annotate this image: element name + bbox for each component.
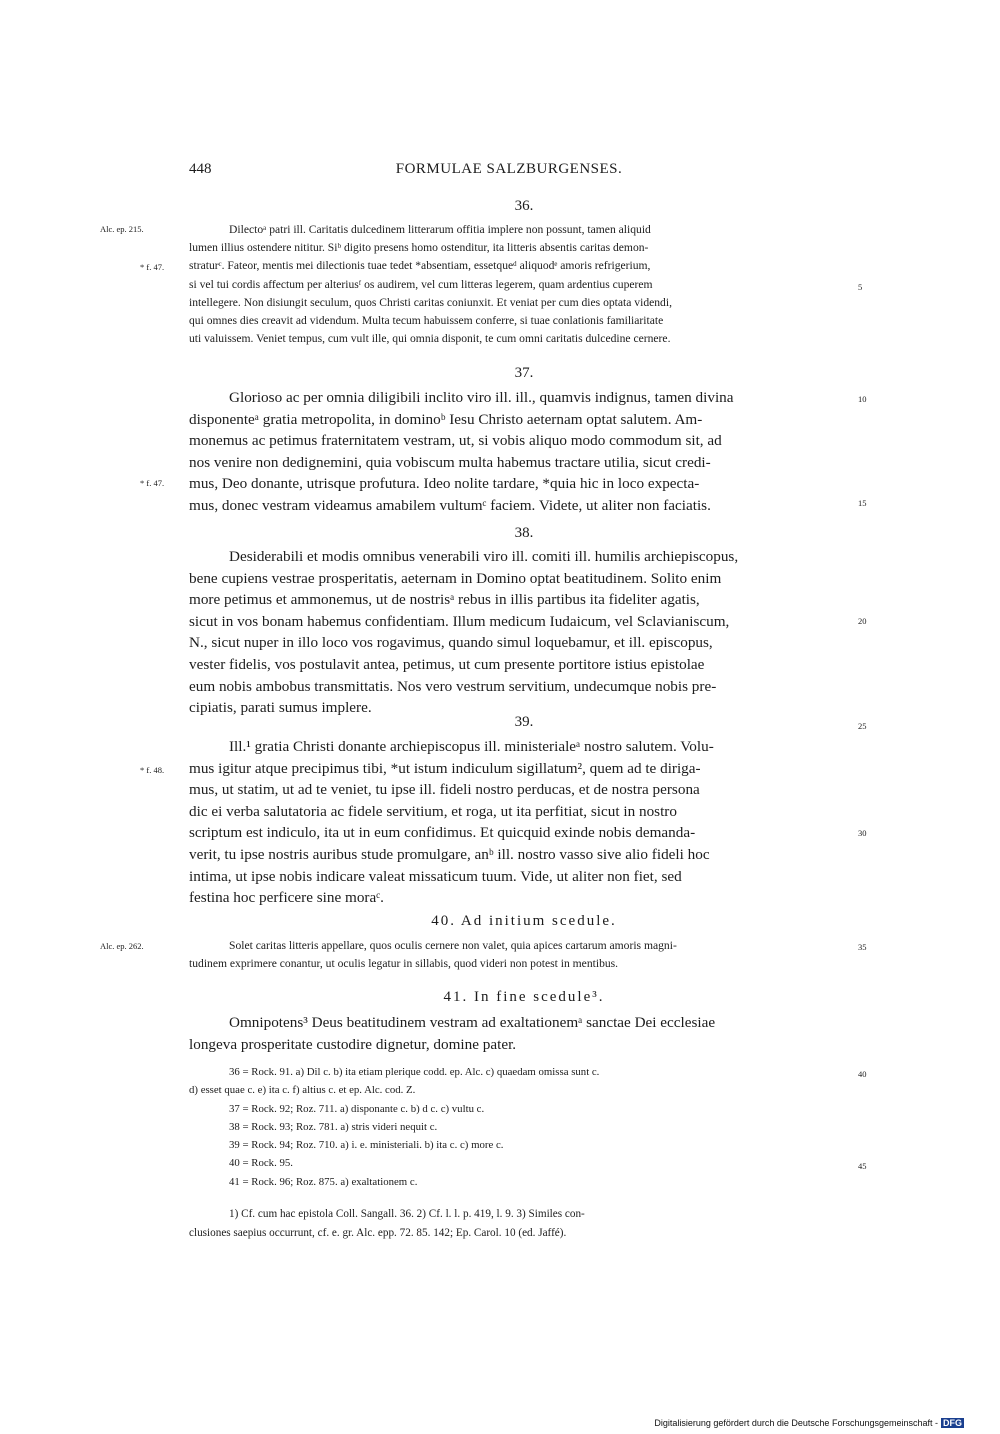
text-line: more petimus et ammonemus, ut de nostrisᵃ rebus in illis partibus ita fideliter agatis, [189, 591, 700, 609]
text-line: mus igitur atque precipimus tibi, *ut istum indiculum sigillatum², quem ad te diriga- [189, 759, 701, 777]
text-line: Desiderabili et modis omnibus venerabili viro ill. comiti ill. humilis archiepiscopus, [229, 548, 739, 565]
text-line: Omnipotens³ Deus beatitudinem vestram ad exaltationemᵃ sanctae Dei ecclesiae [229, 1014, 716, 1031]
text-line: nos venire non dedignemini, quia vobiscum multa habemus tractare utilia, sicut credi- [189, 453, 711, 471]
text-line: tudinem exprimere conantur, ut oculis legatur in sillabis, quod videri non potest in mentibus. [189, 957, 619, 971]
text-line: intima, ut ipse nobis indicare valeat missaticum tuum. Vide, ut aliter non fiet, sed [189, 867, 682, 885]
section-40-text [189, 937, 849, 973]
line-number: 25 [858, 721, 867, 731]
line-number: 20 [858, 616, 867, 626]
line-number: 30 [858, 828, 867, 838]
section-36-text [189, 221, 849, 348]
section-40-title: 40. Ad initium scedule. [431, 913, 617, 929]
footnote-line: 1) Cf. cum hac epistola Coll. Sangall. 36. 2) Cf. l. l. p. 419, l. 9. 3) Similes con- [229, 1208, 585, 1220]
running-title: FORMULAE SALZBURGENSES. [395, 161, 623, 177]
section-36-title: 36. [514, 198, 534, 214]
apparatus-line: 36 = Rock. 91. a) Dil c. b) ita etiam plerique codd. ep. Alc. c) quaedam omissa sunt c. [229, 1066, 600, 1078]
text-line: si vel tui cordis affectum per alteriusᶠ os audirem, vel cum litteras legerem, quam ardentius cuperem [189, 277, 653, 291]
dfg-logo: DFG [943, 1418, 962, 1428]
section-38-text [189, 546, 849, 719]
line-number: 5 [858, 282, 863, 292]
text-line: scriptum est indiculo, ita ut in eum confidimus. Et quicquid exinde nobis demanda- [189, 824, 696, 842]
footnotes [189, 1205, 849, 1243]
page-header [189, 161, 869, 183]
section-38-title: 38. [514, 525, 534, 541]
text-line: qui omnes dies creavit ad videndum. Multa tecum habuissem conferre, si tuae conlationis familiaritate [189, 314, 664, 328]
line-number: 40 [858, 1069, 867, 1079]
page-number: 448 [189, 161, 212, 177]
apparatus-line: d) esset quae c. e) ita c. f) altius c. et ep. Alc. cod. Z. [189, 1084, 416, 1097]
section-37-text [189, 387, 849, 517]
credit-text: Digitalisierung gefördert durch die Deutsche Forschungsgemeinschaft - [654, 1418, 938, 1428]
text-line: vester fidelis, vos postulavit antea, petimus, ut cum presente portitore istius epistolae [189, 655, 705, 673]
section-39-text [189, 736, 849, 909]
section-41-text [189, 1012, 849, 1055]
line-number: 45 [858, 1161, 867, 1171]
text-line: festina hoc perficere sine moraᶜ. [189, 889, 384, 907]
text-line: cipiatis, parati sumus implere. [189, 699, 372, 717]
footnote-line: clusiones saepius occurrunt, cf. e. gr. Alc. epp. 72. 85. 142; Ep. Carol. 10 (ed. Jaffé). [189, 1227, 567, 1239]
apparatus-line: 40 = Rock. 95. [229, 1157, 293, 1170]
text-line: longeva prosperitate custodire dignetur, domine pater. [189, 1035, 517, 1053]
apparatus-line: 37 = Rock. 92; Roz. 711. a) disponante c. b) d c. c) vultu c. [229, 1102, 485, 1115]
line-number: 10 [858, 394, 867, 404]
text-line: lumen illius ostendere nititur. Siᵇ digito presens homo ostenditur, ita litteris absentis caritas demon- [189, 241, 649, 255]
margin-ref: * f. 47. [140, 478, 165, 488]
section-37-title: 37. [514, 365, 534, 381]
text-line: Ill.¹ gratia Christi donante archiepiscopus ill. ministerialeᵃ nostro salutem. Volu- [229, 738, 714, 755]
section-41-title: 41. In fine scedule³. [443, 989, 605, 1005]
text-line: bene cupiens vestrae prosperitatis, aeternam in Domino optat beatitudinem. Solito enim [189, 569, 722, 587]
margin-ref: * f. 48. [140, 765, 165, 775]
text-line: sicut in vos bonam habemus confidentiam. Illum medicum Iudaicum, vel Sclavianiscum, [189, 612, 730, 630]
line-number: 35 [858, 942, 867, 952]
text-line: straturᶜ. Fateor, mentis mei dilectionis tuae tedet *absentiam, essetqueᵈ aliquodᵉ amoris refrigerium, [189, 259, 651, 273]
text-line: Glorioso ac per omnia diligibili inclito viro ill. ill., quamvis indignus, tamen divina [229, 389, 734, 406]
line-number: 15 [858, 498, 867, 508]
text-line: intellegere. Non disiungit seculum, quos Christi caritas coniunxit. Et veniat per cum dies optata videndi, [189, 295, 672, 309]
section-39-title: 39. [514, 714, 534, 730]
text-line: disponenteᵃ gratia metropolita, in dominoᵇ Iesu Christo aeternam optat salutem. Am- [189, 410, 703, 428]
apparatus-line: 39 = Rock. 94; Roz. 710. a) i. e. ministeriali. b) ita c. c) more c. [229, 1139, 504, 1152]
text-line: N., sicut nuper in illo loco vos rogavimus, quando simul loquebamur, et ill. episcopus, [189, 634, 713, 652]
apparatus-line: 41 = Rock. 96; Roz. 875. a) exaltationem c. [229, 1175, 418, 1188]
margin-ref: Alc. ep. 262. [100, 941, 144, 951]
text-line: verit, tu ipse nostris auribus stude promulgare, anᵇ ill. nostro vasso sive alio fideli hoc [189, 845, 710, 863]
margin-ref: Alc. ep. 215. [100, 224, 144, 234]
text-line: Dilectoᵃ patri ill. Caritatis dulcedinem litterarum offitia implere non possunt, tamen aliquid [229, 223, 651, 236]
text-line: Solet caritas litteris appellare, quos oculis cernere non valet, quia apices cartarum amoris magni- [229, 939, 677, 952]
text-line: mus, Deo donante, utrisque profutura. Ideo nolite tardare, *quia hic in loco expecta- [189, 475, 700, 493]
text-line: mus, donec vestram videamus amabilem vultumᶜ faciem. Videte, ut aliter non faciatis. [189, 496, 711, 514]
text-line: uti valuissem. Veniet tempus, cum vult ille, qui omnia disponit, te cum omni caritatis dulcedine cernere. [189, 332, 671, 346]
apparatus-line: 38 = Rock. 93; Roz. 781. a) stris videri nequit c. [229, 1120, 438, 1133]
text-line: monemus ac petimus fraternitatem vestram, ut, si vobis aliquo modo commodum sit, ad [189, 432, 722, 450]
margin-ref: * f. 47. [140, 262, 165, 272]
text-line: mus, ut statim, ut ad te veniet, tu ipse ill. fideli nostro perducas, et de nostra persona [189, 781, 700, 799]
text-line: dic ei verba salutatoria ac fidele servitium, et roga, ut ita perfitiat, sicut in nostro [189, 802, 677, 820]
critical-apparatus [189, 1063, 849, 1191]
digitization-credit [654, 1418, 964, 1428]
text-line: eum nobis ambobus transmittatis. Nos vero vestrum servitium, undecumque nobis pre- [189, 677, 717, 695]
